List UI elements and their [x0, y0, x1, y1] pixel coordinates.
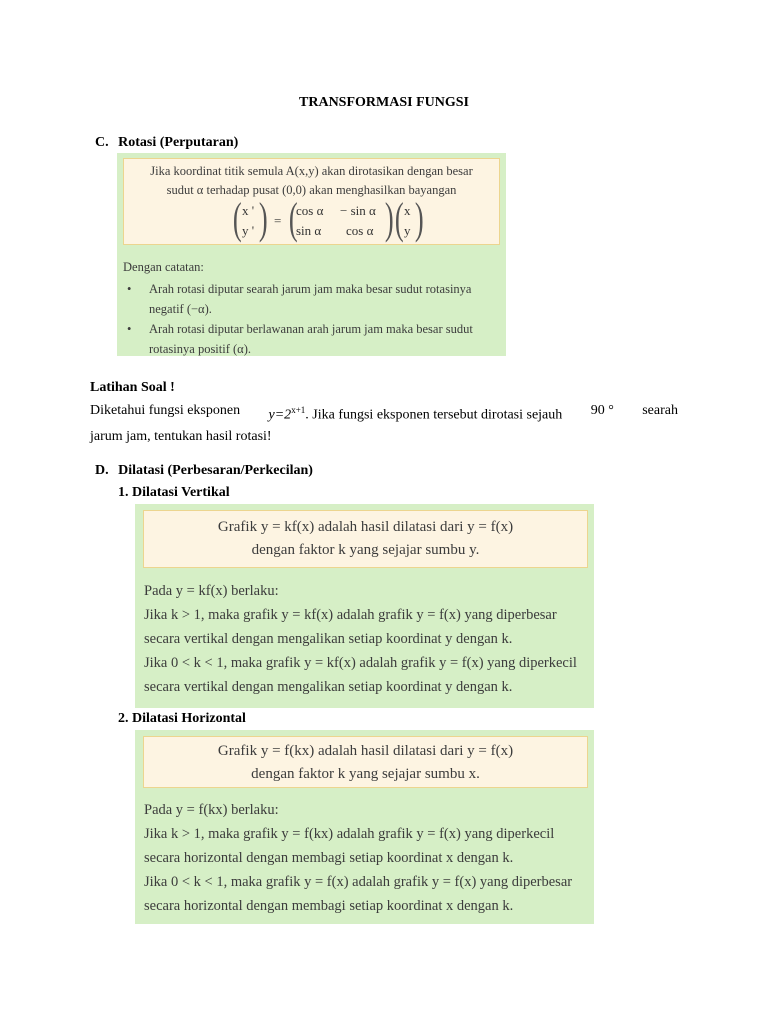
- section-c-letter: C.: [95, 135, 109, 150]
- horizontal-rule-2a: Jika 0 < k < 1, maka grafik y = f(x) adalah grafik y = f(x) yang diperbesar: [144, 874, 573, 890]
- section-d-letter: D.: [95, 463, 109, 478]
- matrix-equals: =: [274, 213, 282, 228]
- vertical-rule-1a: Jika k > 1, maka grafik y = kf(x) adalah grafik y = f(x) yang diperbesar: [144, 607, 557, 623]
- matrix-lhs-bot: y ': [242, 223, 255, 238]
- section-d-heading: [95, 463, 313, 479]
- page-title: TRANSFORMASI FUNGSI: [299, 95, 469, 110]
- exponent-formula: y=2: [268, 407, 292, 423]
- rotation-matrix: ( x ' y ' ) = ( cos α − sin α sin α cos α ) ( x y ): [232, 194, 424, 243]
- horizontal-rule-1a: Jika k > 1, maka grafik y = f(kx) adalah grafik y = f(x) yang diperkecil: [144, 826, 555, 842]
- rotation-angle: 90 °: [590, 403, 614, 418]
- section-c-heading: [95, 135, 238, 151]
- horizontal-rule-1b: secara horizontal dengan membagi setiap koordinat x dengan k.: [144, 850, 514, 866]
- horizontal-def-line2: dengan faktor k yang sejajar sumbu x.: [251, 766, 480, 782]
- rotation-note-2: • Arah rotasi diputar berlawanan arah jarum jam maka besar sudut rotasinya positif (α).: [123, 319, 503, 359]
- vertical-rule-2b: secara vertikal dengan mengalikan setiap koordinat y dengan k.: [144, 679, 513, 695]
- vertical-definition-box: [143, 510, 588, 568]
- horizontal-dilation-heading: 2. Dilatasi Horizontal: [118, 711, 246, 726]
- rotation-def-line1: Jika koordinat titik semula A(x,y) akan dirotasikan dengan besar: [150, 164, 473, 178]
- vertical-def-line2: dengan faktor k yang sejajar sumbu y.: [251, 542, 480, 558]
- matrix-m11: cos α: [296, 203, 324, 218]
- vertical-dilation-box: [135, 504, 594, 708]
- vertical-def-line1: Grafik y = kf(x) adalah hasil dilatasi dari y = f(x): [217, 519, 514, 535]
- matrix-lhs-top: x ': [242, 203, 255, 218]
- rotation-definition-box: [123, 158, 500, 245]
- matrix-rhs-bot: y: [404, 223, 411, 238]
- rotation-note-1: • Arah rotasi diputar searah jarum jam maka besar sudut rotasinya negatif (−α).: [123, 279, 503, 319]
- rotation-def-line2: sudut α terhadap pusat (0,0) akan menghasilkan bayangan: [166, 183, 457, 197]
- horizontal-definition-box: [143, 736, 588, 788]
- vertical-dilation-heading: 1. Dilatasi Vertikal: [118, 485, 230, 500]
- matrix-m22: cos α: [346, 223, 374, 238]
- vertical-rule-1b: secara vertikal dengan mengalikan setiap koordinat y dengan k.: [144, 631, 513, 647]
- horizontal-def-line1: Grafik y = f(kx) adalah hasil dilatasi dari y = f(x): [217, 743, 514, 759]
- horizontal-rule-intro: Pada y = f(kx) berlaku:: [144, 802, 279, 818]
- vertical-rule-intro: Pada y = kf(x) berlaku:: [144, 583, 279, 599]
- matrix-m12: − sin α: [340, 203, 376, 218]
- section-d-title: Dilatasi (Perbesaran/Perkecilan): [118, 463, 313, 478]
- vertical-rule-2a: Jika 0 < k < 1, maka grafik y = kf(x) adalah grafik y = f(x) yang diperkecil: [144, 655, 577, 671]
- rotation-box: [117, 153, 506, 356]
- exercise-heading: Latihan Soal !: [90, 380, 175, 395]
- matrix-rhs-top: x: [404, 203, 411, 218]
- section-c-title: Rotasi (Perputaran): [118, 135, 239, 150]
- exercise-text: Diketahui fungsi eksponen $y=2^{x+1}$. Jika fungsi eksponen tersebut dirotasi sejauh 90 ° searah jarum jam, tentukan hasil rotasi!: [90, 400, 678, 447]
- horizontal-rule-2b: secara horizontal dengan membagi setiap koordinat x dengan k.: [144, 898, 514, 914]
- rotation-notes-heading: Dengan catatan:: [123, 260, 204, 274]
- matrix-m21: sin α: [296, 223, 322, 238]
- horizontal-dilation-box: [135, 730, 594, 924]
